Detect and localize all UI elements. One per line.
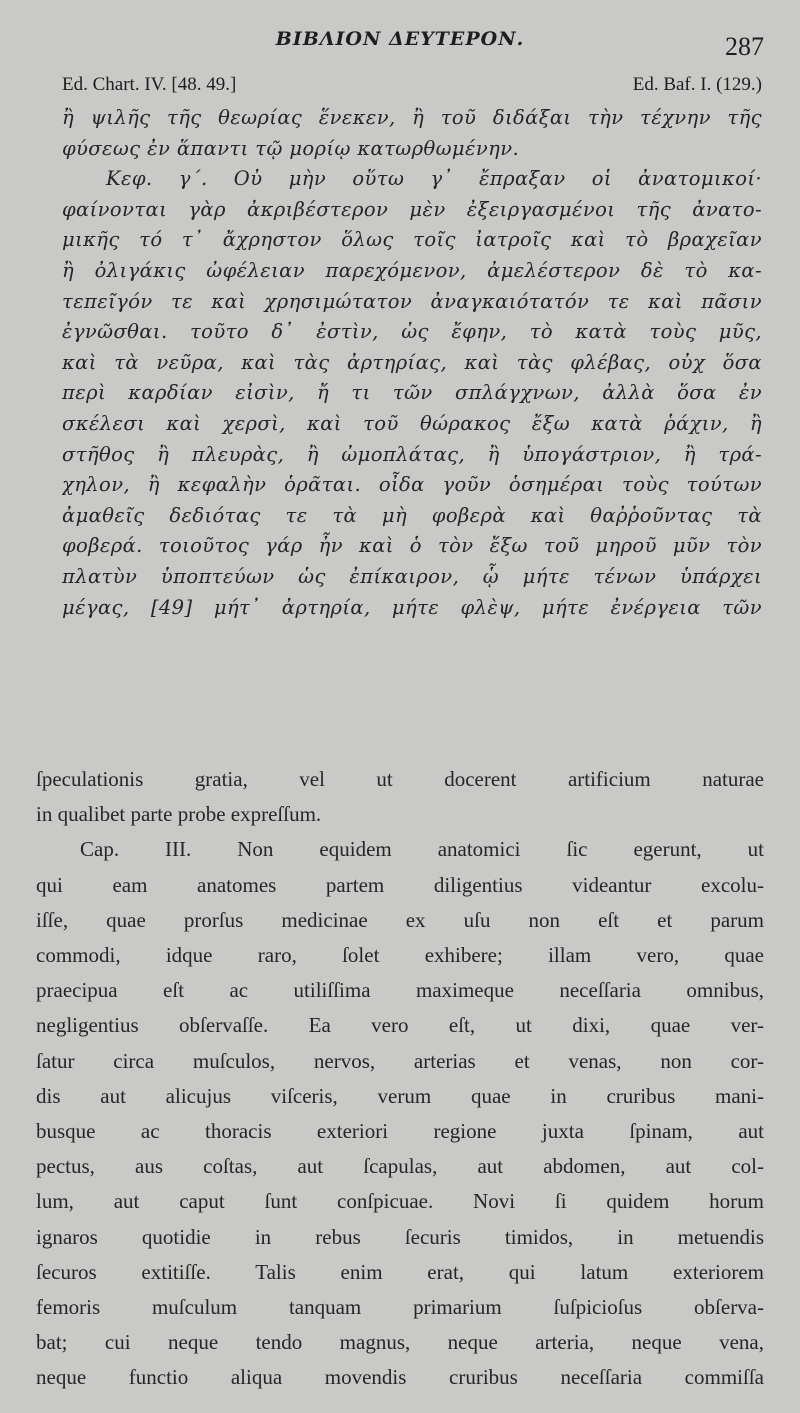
greek-line: χηλον, ἢ κεφαλὴν ὁρᾶται. οἶδα γοῦν ὁσημέραι τοὺς τούτων — [62, 473, 762, 497]
latin-text-block — [36, 762, 764, 1396]
latin-line: dis aut alicujus viſceris, verum quae in cruribus mani- — [36, 1083, 764, 1108]
greek-line: μικῆς τό τ᾽ ἄχρηστον ὅλως τοῖς ἰατροῖς καὶ τὸ βραχεῖαν — [62, 228, 762, 252]
greek-line: σκέλεσι καὶ χερσὶ, καὶ τοῦ θώρακος ἔξω κατὰ ῥάχιν, ἢ — [62, 411, 762, 435]
latin-line: ſecuros extitiſſe. Talis enim erat, qui latum exteriorem — [36, 1259, 764, 1284]
latin-line: bat; cui neque tendo magnus, neque arteria, neque vena, — [36, 1330, 764, 1355]
greek-line: Κεφ. γ΄. Οὐ μὴν οὕτω γ᾽ ἔπραξαν οἱ ἀνατομικοί· — [106, 167, 762, 191]
greek-line: ἢ ψιλῆς τῆς θεωρίας ἕνεκεν, ἢ τοῦ διδάξαι τὴν τέχνην τῆς — [62, 106, 762, 129]
latin-line: femoris muſculum tanquam primarium ſuſpicioſus obſerva- — [36, 1295, 764, 1320]
greek-line: φύσεως ἐν ἅπαντι τῷ μορίῳ κατωρθωμένην. — [62, 136, 520, 160]
greek-text-block — [62, 103, 762, 623]
greek-line: τεπεῖγόν τε καὶ χρησιμώτατον ἀναγκαιότατόν τε καὶ πᾶσιν — [62, 289, 762, 313]
latin-line: praecipua eſt ac utiliſſima maximeque neceſſaria omnibus, — [36, 978, 764, 1003]
greek-line: ἐγνῶσθαι. τοῦτο δ᾽ ἐστὶν, ὡς ἔφην, τὸ κατὰ τοὺς μῦς, — [62, 320, 762, 344]
greek-line: μέγας, [49] μήτ᾽ ἀρτηρία, μήτε φλὲψ, μήτε ἐνέργεια τῶν — [62, 595, 762, 619]
latin-line: qui eam anatomes partem diligentius videantur excolu- — [36, 872, 764, 897]
latin-line: pectus, aus coſtas, aut ſcapulas, aut abdomen, aut col- — [36, 1154, 764, 1179]
greek-line: φαίνονται γὰρ ἀκριβέστερον μὲν ἐξειργασμένοι τῆς ἀνατο- — [62, 197, 762, 221]
latin-line: lum, aut caput ſunt conſpicuae. Novi ſi quidem horum — [36, 1189, 764, 1214]
latin-line: neque functio aliqua movendis cruribus neceſſaria commiſſa — [36, 1365, 764, 1390]
page-number: 287 — [725, 32, 764, 61]
greek-line: φοβερά. τοιοῦτος γάρ ἦν καὶ ὁ τὸν ἔξω τοῦ μηροῦ μῦν τὸν — [62, 534, 762, 558]
edition-line — [62, 74, 762, 96]
latin-line: iſſe, quae prorſus medicinae ex uſu non eſt et parum — [36, 907, 764, 932]
edition-basel-reference: Ed. Baf. I. (129.) — [632, 74, 762, 95]
latin-line: in qualibet parte probe expreſſum. — [36, 802, 322, 827]
edition-chart-reference: Ed. Chart. IV. [48. 49.] — [62, 74, 237, 95]
latin-line: commodi, idque raro, ſolet exhibere; illam vero, quae — [36, 943, 764, 968]
greek-line: καὶ τὰ νεῦρα, καὶ τὰς ἀρτηρίας, καὶ τὰς φλέβας, οὐχ ὅσα — [62, 350, 762, 374]
latin-line: ſatur circa muſculos, nervos, arterias et venas, non cor- — [36, 1048, 764, 1073]
greek-line: περὶ καρδίαν εἰσὶν, ἤ τι τῶν σπλάγχνων, ἀλλὰ ὅσα ἐν — [62, 381, 762, 405]
greek-line: πλατὺν ὑποπτεύων ὡς ἐπίκαιρον, ᾧ μήτε τένων ὑπάρχει — [62, 564, 762, 588]
latin-line: ſpeculationis gratia, vel ut docerent artificium naturae — [36, 767, 764, 791]
latin-line: negligentius obſervaſſe. Ea vero eſt, ut dixi, quae ver- — [36, 1013, 764, 1038]
greek-line: στῆθος ἢ πλευρὰς, ἢ ὠμοπλάτας, ἢ ὑπογάστριον, ἢ τρά- — [62, 442, 762, 466]
greek-line: ἀμαθεῖς δεδιότας τε τὰ μὴ φοβερὰ καὶ θαῤῥοῦντας τὰ — [62, 503, 762, 527]
latin-line: busque ac thoracis exteriori regione juxta ſpinam, aut — [36, 1119, 764, 1144]
running-head: BIBΛΙΟΝ ΔΕΥΤΕΡΟΝ. — [275, 28, 525, 50]
greek-line: ἢ ὀλιγάκις ὠφέλειαν παρεχόμενον, ἀμελέστερον δὲ τὸ κα- — [62, 258, 762, 282]
latin-line: ignaros quotidie in rebus ſecuris timidos, in metuendis — [36, 1224, 764, 1249]
latin-line: Cap. III. Non equidem anatomici ſic egerunt, ut — [80, 837, 764, 862]
